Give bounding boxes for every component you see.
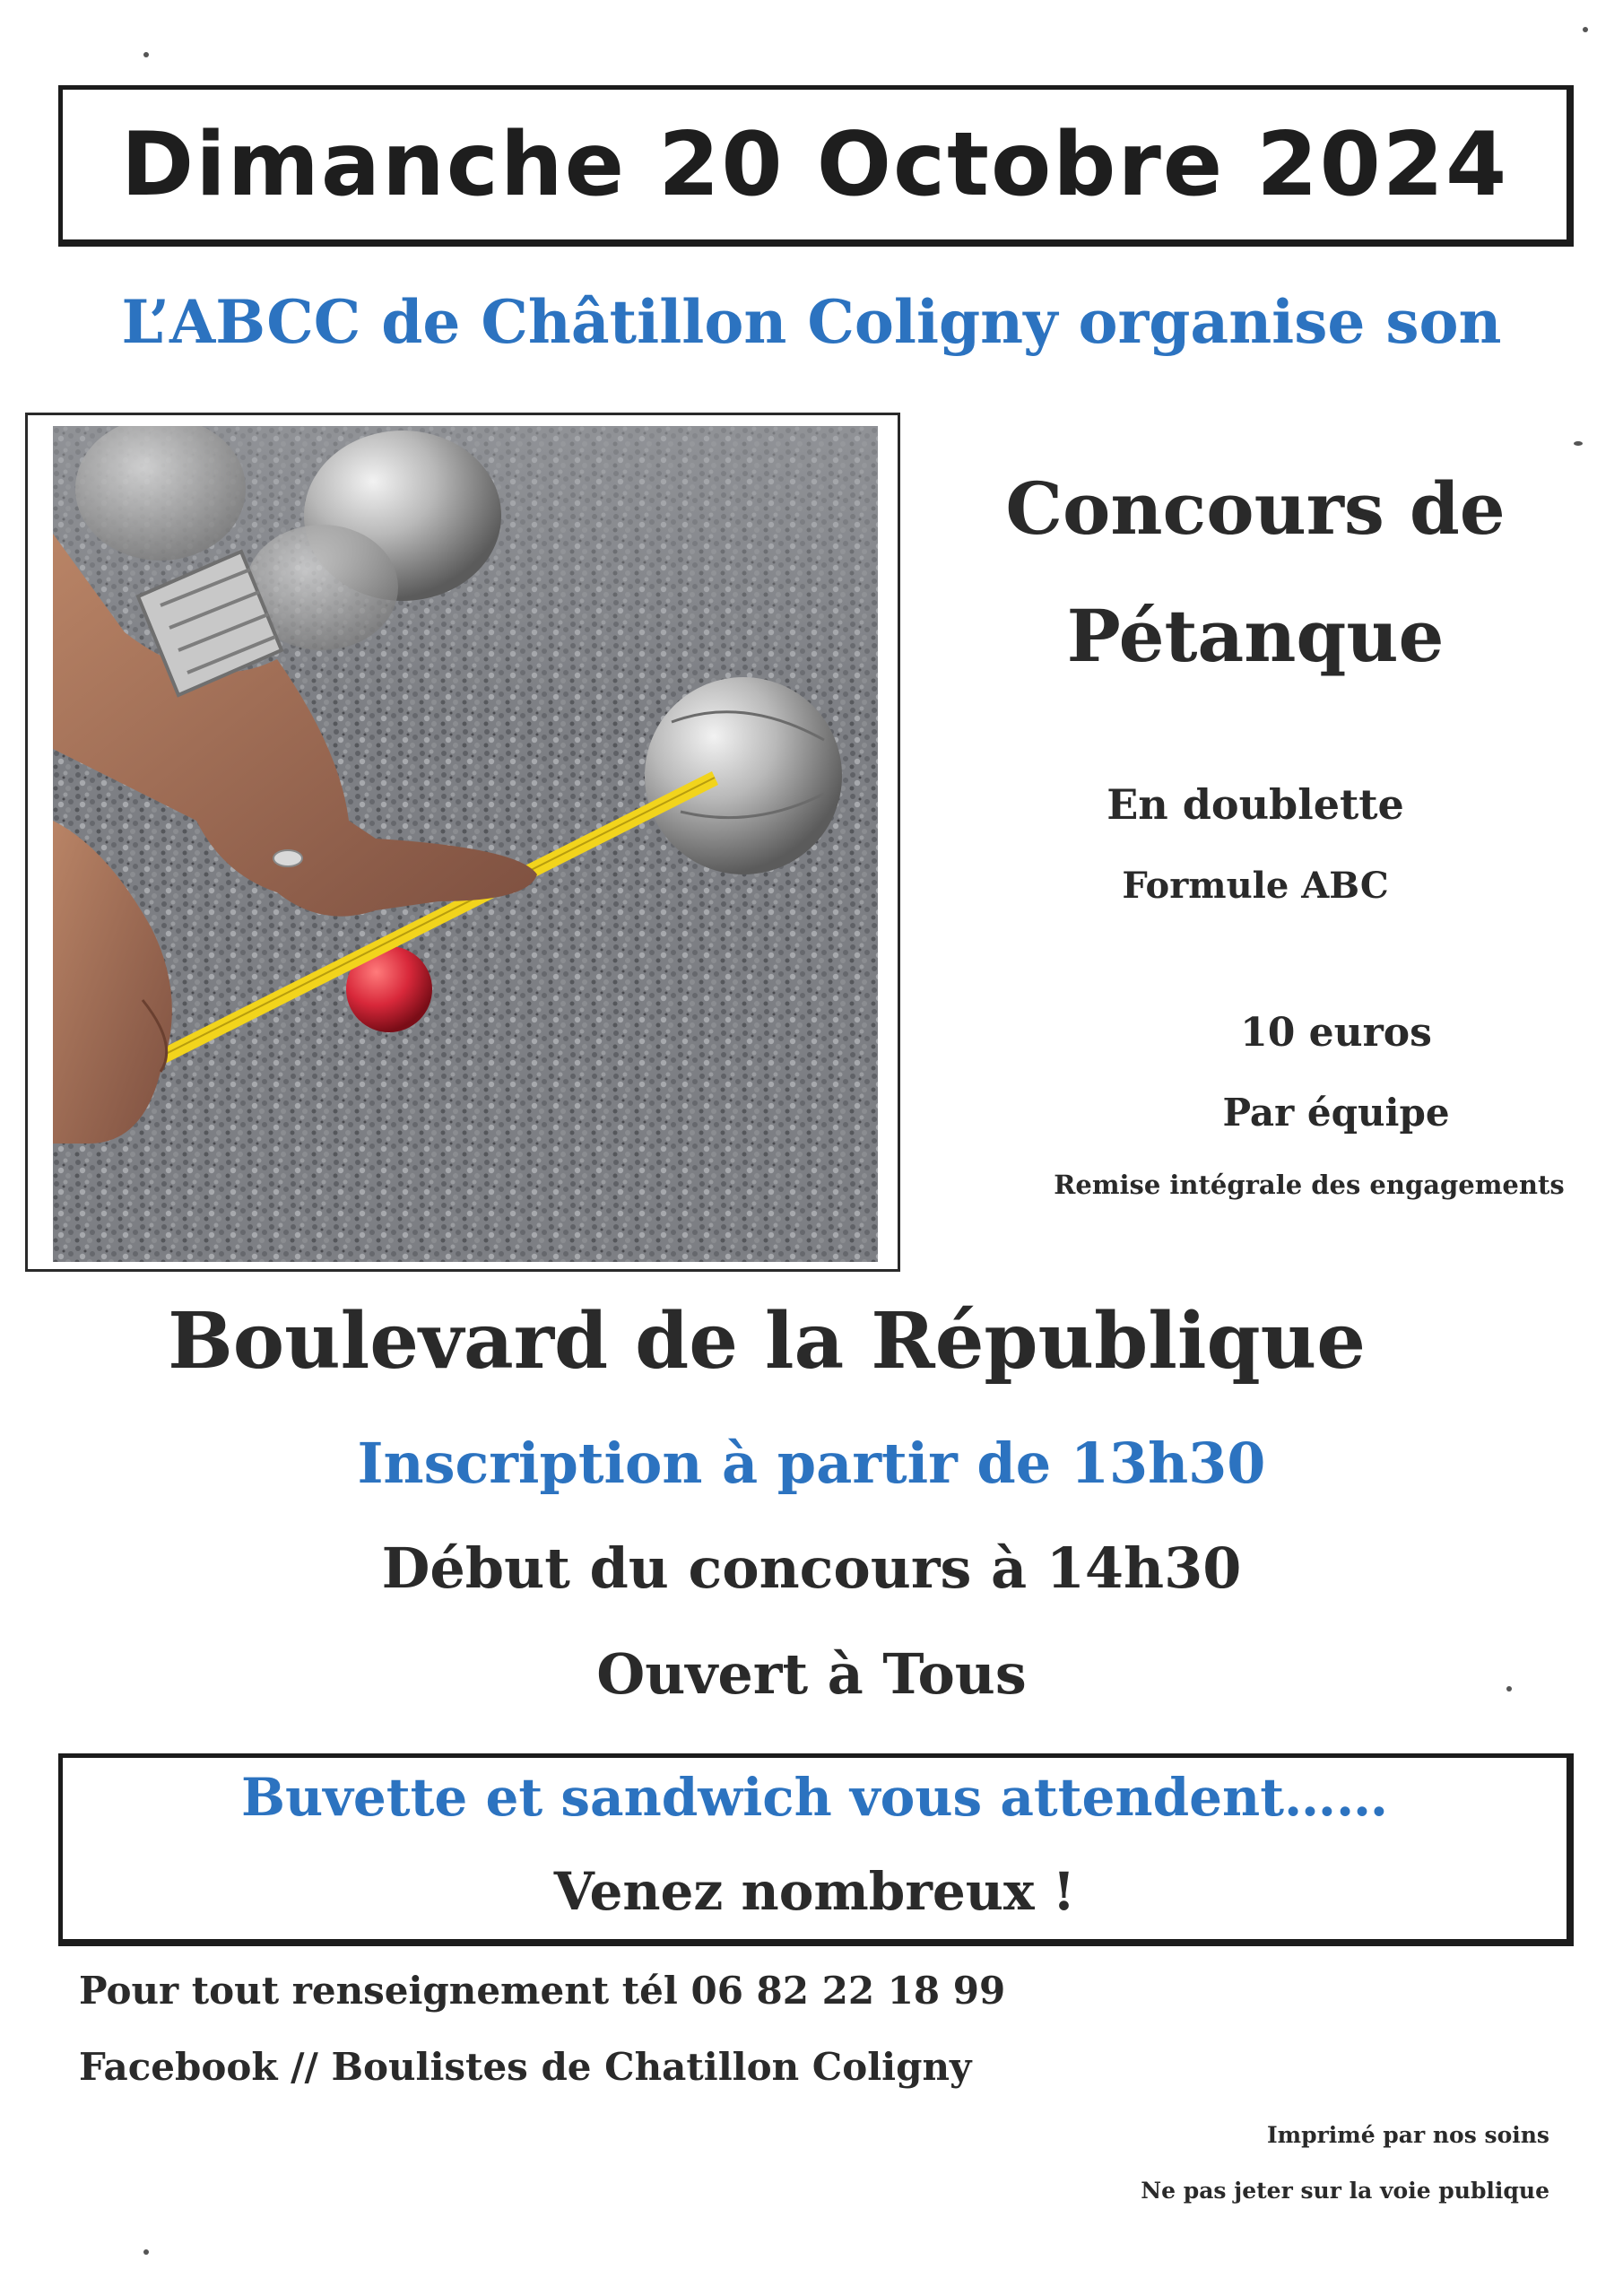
format-text: En doublette — [1107, 780, 1404, 829]
photo-frame — [25, 413, 900, 1272]
scan-speck — [143, 52, 149, 57]
scan-speck — [143, 2249, 149, 2255]
prize-note: Remise intégrale des engagements — [1054, 1170, 1565, 1200]
facebook-line: Facebook // Boulistes de Chatillon Coligny — [79, 2045, 972, 2089]
open-to-all-text: Ouvert à Tous — [596, 1641, 1027, 1707]
date-title: Dimanche 20 Octobre 2024 — [120, 113, 1509, 216]
price-text: 10 euros — [1240, 1010, 1432, 1056]
start-time-text: Début du concours à 14h30 — [381, 1535, 1242, 1601]
price-unit-text: Par équipe — [1222, 1091, 1450, 1135]
formula-text: Formule ABC — [1122, 865, 1389, 907]
scan-speck — [1574, 441, 1583, 446]
event-title-line-1: Concours de — [1005, 466, 1506, 551]
printed-note: Imprimé par nos soins — [1266, 2122, 1549, 2148]
location-text: Boulevard de la République — [168, 1296, 1366, 1387]
invite-text: Venez nombreux ! — [553, 1861, 1076, 1922]
petanque-photo — [53, 426, 878, 1262]
organizer-line: L’ABCC de Châtillon Coligny organise son — [121, 287, 1502, 357]
refreshments-box — [58, 1753, 1574, 1946]
scan-speck — [1583, 27, 1588, 32]
registration-text: Inscription à partir de 13h30 — [357, 1431, 1266, 1496]
litter-note: Ne pas jeter sur la voie publique — [1141, 2178, 1549, 2204]
event-title-line-2: Pétanque — [1066, 594, 1445, 678]
contact-phone: Pour tout renseignement tél 06 82 22 18 99 — [79, 1969, 1006, 2013]
refreshments-text: Buvette et sandwich vous attendent…… — [240, 1767, 1388, 1828]
date-banner — [58, 85, 1574, 247]
scan-speck — [1506, 1686, 1512, 1692]
